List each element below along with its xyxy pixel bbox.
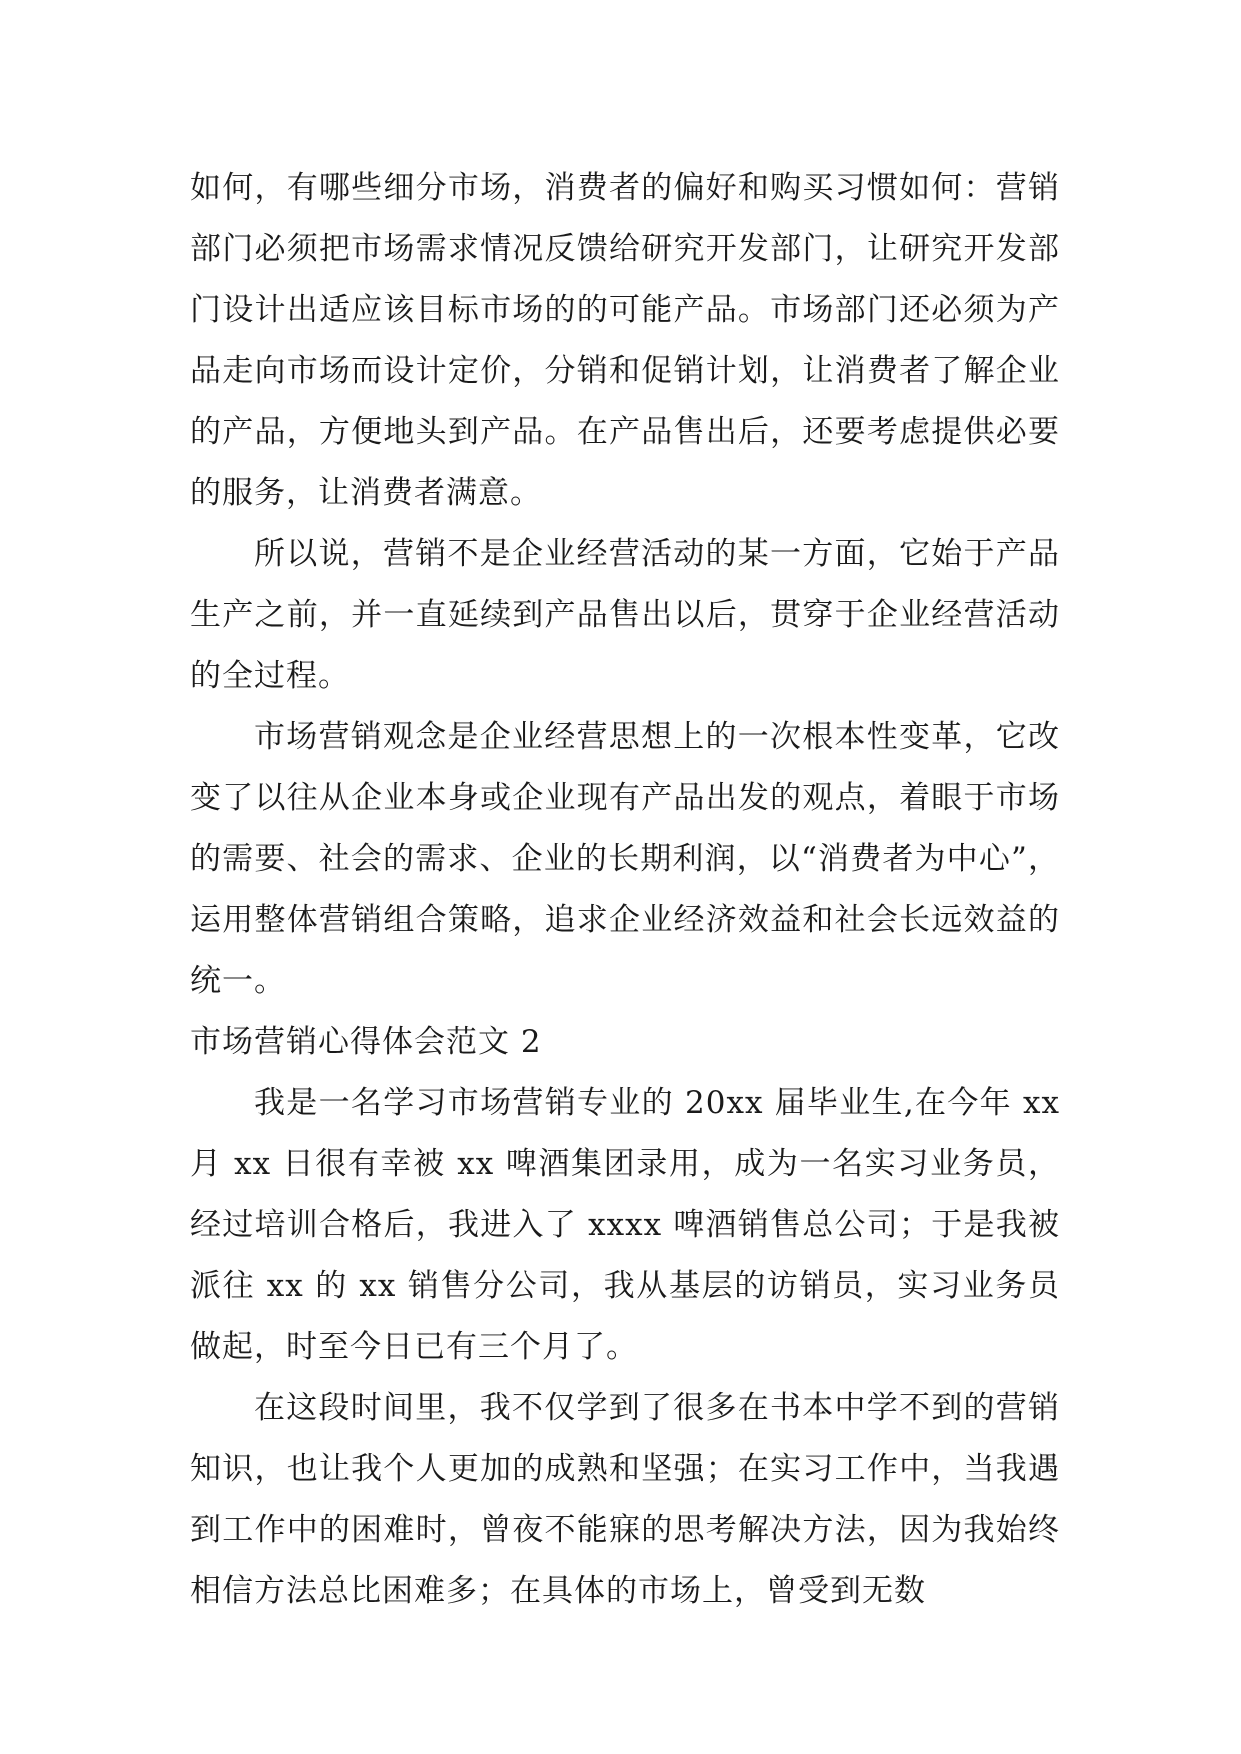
paragraph-2: 所以说，营销不是企业经营活动的某一方面，它始于产品生产之前，并一直延续到产品售出以后，贯穿于企业经营活动的全过程。 <box>190 536 1060 694</box>
document-body <box>190 158 1060 1622</box>
paragraph-4: 我是一名学习市场营销专业的 20xx 届毕业生,在今年 xx 月 xx 日很有幸被 xx 啤酒集团录用，成为一名实习业务员，经过培训合格后，我进入了 xxxx 啤酒销售总公司；于是我被派往 xx 的 xx 销售分公司，我从基层的访销员，实习业务员做起，时至今日已有三个月了。 <box>190 1085 1060 1365</box>
section-title: 市场营销心得体会范文 2 <box>190 1024 542 1060</box>
paragraph-3: 市场营销观念是企业经营思想上的一次根本性变革，它改变了以往从企业本身或企业现有产品出发的观点，着眼于市场的需要、社会的需求、企业的长期利润，以“消费者为中心”，运用整体营销组合策略，追求企业经济效益和社会长远效益的统一。 <box>190 719 1060 999</box>
paragraph-1: 如何，有哪些细分市场，消费者的偏好和购买习惯如何：营销部门必须把市场需求情况反馈给研究开发部门，让研究开发部门设计出适应该目标市场的的可能产品。市场部门还必须为产品走向市场而设计定价，分销和促销计划，让消费者了解企业的产品，方便地头到产品。在产品售出后，还要考虑提供必要的服务，让消费者满意。 <box>190 170 1060 511</box>
paragraph-5: 在这段时间里，我不仅学到了很多在书本中学不到的营销知识，也让我个人更加的成熟和坚强；在实习工作中，当我遇到工作中的困难时，曾夜不能寐的思考解决方法，因为我始终相信方法总比困难多；在具体的市场上，曾受到无数 <box>190 1390 1060 1609</box>
